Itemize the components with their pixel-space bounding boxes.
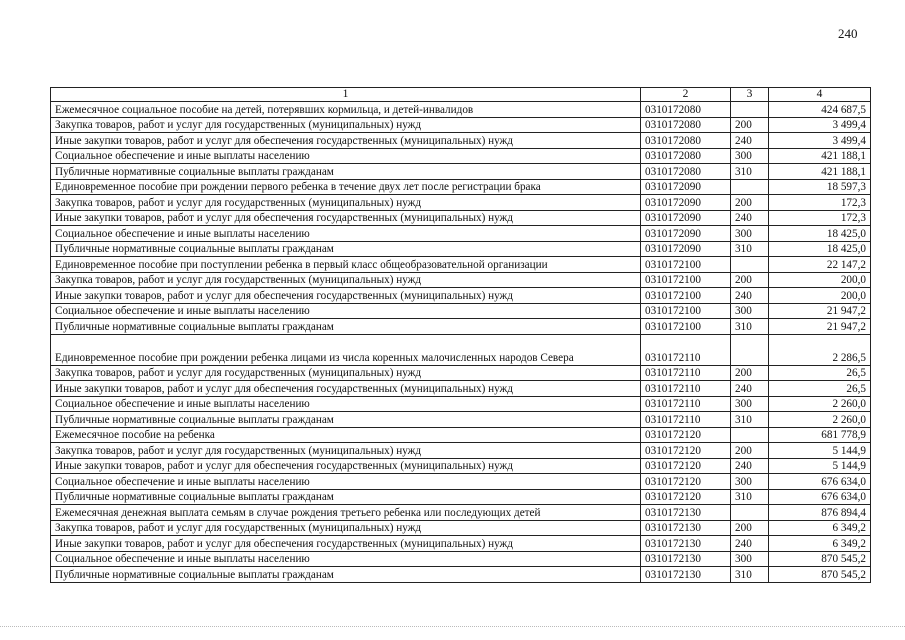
- row-expense-type-cell: 240: [731, 381, 769, 397]
- row-code-cell: 0310172120: [641, 427, 731, 443]
- row-name-cell: Публичные нормативные социальные выплаты гражданам: [51, 489, 641, 505]
- row-sum-cell: 5 144,9: [769, 458, 871, 474]
- row-name-cell: Публичные нормативные социальные выплаты гражданам: [51, 567, 641, 583]
- row-sum-cell: 5 144,9: [769, 443, 871, 459]
- row-sum-cell: 18 425,0: [769, 241, 871, 257]
- row-expense-type-cell: 300: [731, 551, 769, 567]
- row-expense-type-cell: 200: [731, 195, 769, 211]
- row-expense-type-cell: 240: [731, 210, 769, 226]
- row-sum-cell: 876 894,4: [769, 505, 871, 521]
- row-sum-cell: 18 597,3: [769, 179, 871, 195]
- row-expense-type-cell: 200: [731, 443, 769, 459]
- row-code-cell: 0310172080: [641, 102, 731, 118]
- table-row: [51, 443, 871, 459]
- row-code-cell: 0310172110: [641, 396, 731, 412]
- row-name-cell: Социальное обеспечение и иные выплаты населению: [51, 396, 641, 412]
- row-name-cell: Социальное обеспечение и иные выплаты населению: [51, 551, 641, 567]
- header-row: [51, 88, 871, 102]
- table-row: [51, 303, 871, 319]
- header-col-4: 4: [769, 88, 871, 102]
- table-header: [51, 88, 871, 102]
- row-code-cell: 0310172130: [641, 505, 731, 521]
- row-expense-type-cell: [731, 505, 769, 521]
- row-code-cell: 0310172130: [641, 520, 731, 536]
- row-name-cell: Иные закупки товаров, работ и услуг для обеспечения государственных (муниципальных) нужд: [51, 210, 641, 226]
- row-expense-type-cell: 240: [731, 133, 769, 149]
- row-expense-type-cell: [731, 179, 769, 195]
- row-expense-type-cell: [731, 102, 769, 118]
- table-row: [51, 272, 871, 288]
- table-row: [51, 210, 871, 226]
- header-col-3: 3: [731, 88, 769, 102]
- row-sum-cell: 676 634,0: [769, 474, 871, 490]
- row-name-cell: Публичные нормативные социальные выплаты гражданам: [51, 412, 641, 428]
- row-name-cell: Ежемесячная денежная выплата семьям в случае рождения третьего ребенка или последующих детей: [51, 505, 641, 521]
- row-code-cell: 0310172090: [641, 195, 731, 211]
- row-name-cell: Иные закупки товаров, работ и услуг для обеспечения государственных (муниципальных) нужд: [51, 381, 641, 397]
- row-sum-cell: 18 425,0: [769, 226, 871, 242]
- row-code-cell: 0310172110: [641, 381, 731, 397]
- row-expense-type-cell: 200: [731, 365, 769, 381]
- row-code-cell: 0310172110: [641, 334, 731, 365]
- row-name-cell: Закупка товаров, работ и услуг для государственных (муниципальных) нужд: [51, 272, 641, 288]
- table-row: [51, 257, 871, 273]
- row-name-cell: Закупка товаров, работ и услуг для государственных (муниципальных) нужд: [51, 520, 641, 536]
- row-name-cell: Иные закупки товаров, работ и услуг для обеспечения государственных (муниципальных) нужд: [51, 536, 641, 552]
- table-row: [51, 520, 871, 536]
- row-code-cell: 0310172080: [641, 117, 731, 133]
- row-name-cell: Публичные нормативные социальные выплаты гражданам: [51, 241, 641, 257]
- row-code-cell: 0310172120: [641, 458, 731, 474]
- row-expense-type-cell: 240: [731, 536, 769, 552]
- row-sum-cell: 2 260,0: [769, 412, 871, 428]
- table-row: [51, 396, 871, 412]
- row-name-cell: Публичные нормативные социальные выплаты гражданам: [51, 319, 641, 335]
- row-sum-cell: 424 687,5: [769, 102, 871, 118]
- table-row: [51, 241, 871, 257]
- row-code-cell: 0310172120: [641, 489, 731, 505]
- row-name-cell: Публичные нормативные социальные выплаты гражданам: [51, 164, 641, 180]
- table-row: [51, 458, 871, 474]
- row-name-cell: Ежемесячное социальное пособие на детей, потерявших кормильца, и детей-инвалидов: [51, 102, 641, 118]
- row-sum-cell: 6 349,2: [769, 536, 871, 552]
- table-row: [51, 551, 871, 567]
- row-code-cell: 0310172100: [641, 272, 731, 288]
- table-row: [51, 381, 871, 397]
- row-code-cell: 0310172090: [641, 210, 731, 226]
- table-row: [51, 148, 871, 164]
- row-code-cell: 0310172120: [641, 443, 731, 459]
- table-row: [51, 427, 871, 443]
- row-sum-cell: 2 260,0: [769, 396, 871, 412]
- row-sum-cell: 172,3: [769, 210, 871, 226]
- table-row: [51, 164, 871, 180]
- row-code-cell: 0310172120: [641, 474, 731, 490]
- table-row: [51, 179, 871, 195]
- row-name-cell: Единовременное пособие при поступлении ребенка в первый класс общеобразовательной организации: [51, 257, 641, 273]
- row-name-cell: Социальное обеспечение и иные выплаты населению: [51, 303, 641, 319]
- header-col-1: 1: [51, 88, 641, 102]
- row-name-cell: Закупка товаров, работ и услуг для государственных (муниципальных) нужд: [51, 443, 641, 459]
- table-row: [51, 117, 871, 133]
- table-row: [51, 489, 871, 505]
- row-code-cell: 0310172100: [641, 257, 731, 273]
- row-sum-cell: 2 286,5: [769, 334, 871, 365]
- row-expense-type-cell: 310: [731, 412, 769, 428]
- table-row: [51, 412, 871, 428]
- table-row: [51, 288, 871, 304]
- row-name-cell: Социальное обеспечение и иные выплаты населению: [51, 148, 641, 164]
- row-sum-cell: 870 545,2: [769, 567, 871, 583]
- budget-table: [50, 87, 871, 583]
- page-number: 240: [838, 26, 858, 41]
- row-expense-type-cell: 310: [731, 489, 769, 505]
- table-row: [51, 505, 871, 521]
- row-sum-cell: 3 499,4: [769, 117, 871, 133]
- row-sum-cell: 26,5: [769, 365, 871, 381]
- row-expense-type-cell: [731, 334, 769, 365]
- row-expense-type-cell: 300: [731, 303, 769, 319]
- row-expense-type-cell: [731, 257, 769, 273]
- row-code-cell: 0310172100: [641, 319, 731, 335]
- row-code-cell: 0310172130: [641, 567, 731, 583]
- row-sum-cell: 870 545,2: [769, 551, 871, 567]
- row-sum-cell: 676 634,0: [769, 489, 871, 505]
- header-col-2: 2: [641, 88, 731, 102]
- table-row: [51, 334, 871, 365]
- row-expense-type-cell: 200: [731, 272, 769, 288]
- row-expense-type-cell: 310: [731, 319, 769, 335]
- row-expense-type-cell: 200: [731, 117, 769, 133]
- row-code-cell: 0310172080: [641, 133, 731, 149]
- row-name-cell: Иные закупки товаров, работ и услуг для обеспечения государственных (муниципальных) нужд: [51, 288, 641, 304]
- table-row: [51, 102, 871, 118]
- table-row: [51, 195, 871, 211]
- row-code-cell: 0310172090: [641, 226, 731, 242]
- row-code-cell: 0310172080: [641, 148, 731, 164]
- row-code-cell: 0310172100: [641, 303, 731, 319]
- row-sum-cell: 421 188,1: [769, 164, 871, 180]
- row-name-cell: Иные закупки товаров, работ и услуг для обеспечения государственных (муниципальных) нужд: [51, 458, 641, 474]
- row-code-cell: 0310172110: [641, 365, 731, 381]
- row-sum-cell: 200,0: [769, 272, 871, 288]
- row-expense-type-cell: 200: [731, 520, 769, 536]
- row-name-cell: Закупка товаров, работ и услуг для государственных (муниципальных) нужд: [51, 117, 641, 133]
- row-expense-type-cell: 310: [731, 241, 769, 257]
- row-expense-type-cell: 240: [731, 458, 769, 474]
- row-code-cell: 0310172100: [641, 288, 731, 304]
- row-name-cell: Закупка товаров, работ и услуг для государственных (муниципальных) нужд: [51, 365, 641, 381]
- row-code-cell: 0310172130: [641, 536, 731, 552]
- row-code-cell: 0310172130: [641, 551, 731, 567]
- row-sum-cell: 421 188,1: [769, 148, 871, 164]
- row-sum-cell: 3 499,4: [769, 133, 871, 149]
- row-sum-cell: 22 147,2: [769, 257, 871, 273]
- table-row: [51, 133, 871, 149]
- row-expense-type-cell: 240: [731, 288, 769, 304]
- row-expense-type-cell: 300: [731, 396, 769, 412]
- row-code-cell: 0310172090: [641, 179, 731, 195]
- row-expense-type-cell: 310: [731, 164, 769, 180]
- table-row: [51, 474, 871, 490]
- table-row: [51, 536, 871, 552]
- row-sum-cell: 21 947,2: [769, 319, 871, 335]
- table-row: [51, 567, 871, 583]
- row-sum-cell: 200,0: [769, 288, 871, 304]
- row-sum-cell: 26,5: [769, 381, 871, 397]
- row-expense-type-cell: [731, 427, 769, 443]
- table-row: [51, 319, 871, 335]
- scan-artifact-line: [0, 626, 905, 627]
- row-name-cell: Иные закупки товаров, работ и услуг для обеспечения государственных (муниципальных) нужд: [51, 133, 641, 149]
- row-sum-cell: 681 778,9: [769, 427, 871, 443]
- row-sum-cell: 6 349,2: [769, 520, 871, 536]
- row-expense-type-cell: 300: [731, 148, 769, 164]
- row-sum-cell: 172,3: [769, 195, 871, 211]
- row-expense-type-cell: 310: [731, 567, 769, 583]
- row-name-cell: Единовременное пособие при рождении ребенка лицами из числа коренных малочисленных народов Севера: [51, 334, 641, 365]
- row-name-cell: Закупка товаров, работ и услуг для государственных (муниципальных) нужд: [51, 195, 641, 211]
- row-expense-type-cell: 300: [731, 474, 769, 490]
- row-code-cell: 0310172080: [641, 164, 731, 180]
- row-name-cell: Социальное обеспечение и иные выплаты населению: [51, 226, 641, 242]
- row-sum-cell: 21 947,2: [769, 303, 871, 319]
- row-expense-type-cell: 300: [731, 226, 769, 242]
- row-name-cell: Социальное обеспечение и иные выплаты населению: [51, 474, 641, 490]
- row-name-cell: Ежемесячное пособие на ребенка: [51, 427, 641, 443]
- row-code-cell: 0310172110: [641, 412, 731, 428]
- table-row: [51, 365, 871, 381]
- row-code-cell: 0310172090: [641, 241, 731, 257]
- table-body: [51, 102, 871, 583]
- row-name-cell: Единовременное пособие при рождении первого ребенка в течение двух лет после регистрации брака: [51, 179, 641, 195]
- table-row: [51, 226, 871, 242]
